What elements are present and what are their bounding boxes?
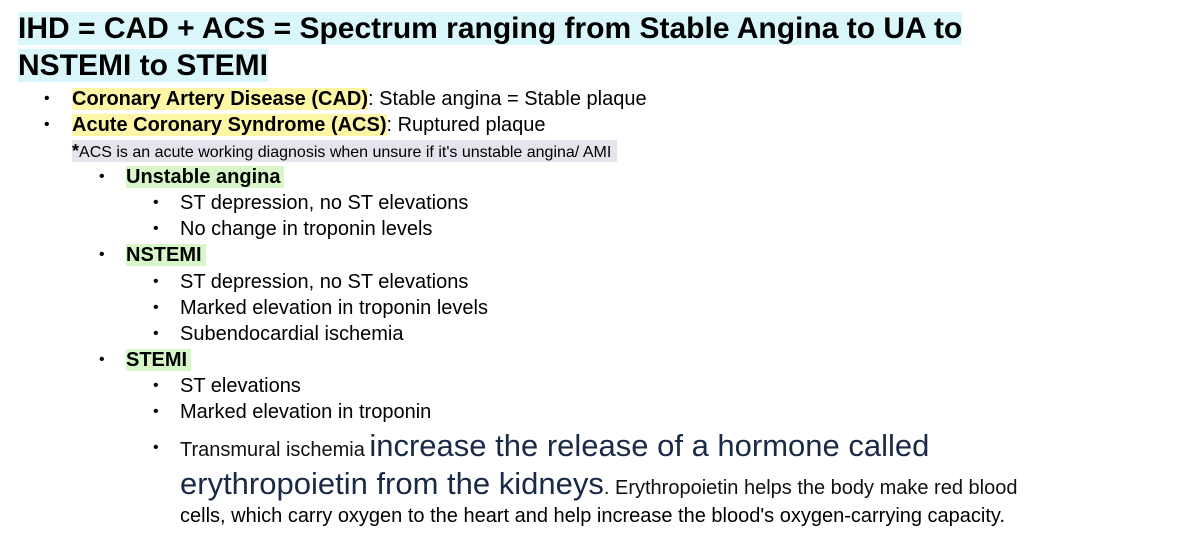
- list-item-acs: Acute Coronary Syndrome (ACS): Ruptured plaque: [72, 114, 546, 136]
- acs-note: *ACS is an acute working diagnosis when unsure if it's unstable angina/ AMI: [72, 140, 617, 162]
- bullet-icon: •: [44, 90, 50, 107]
- list-item: Subendocardial ischemia: [180, 323, 404, 345]
- document-title: [18, 10, 1168, 84]
- condition-heading-stemi: STEMI: [126, 347, 191, 373]
- list-item: ST depression, no ST elevations: [180, 192, 469, 214]
- title-line-2: NSTEMI to STEMI: [18, 49, 268, 82]
- bullet-icon: •: [153, 403, 159, 420]
- transmural-line-1: Transmural ischemia increase the release of a hormone called: [180, 428, 930, 463]
- title-line-1: IHD = CAD + ACS = Spectrum ranging from Stable Angina to UA to: [18, 12, 963, 45]
- bullet-icon: •: [153, 299, 159, 316]
- condition-heading-nstemi: NSTEMI: [126, 242, 206, 268]
- bullet-icon: •: [153, 220, 159, 237]
- bullet-icon: •: [99, 246, 105, 263]
- list-item: Marked elevation in troponin levels: [180, 297, 488, 319]
- transmural-line-2: erythropoietin from the kidneys. Erythropoietin helps the body make red blood: [180, 466, 1018, 501]
- bullet-icon: •: [44, 116, 50, 133]
- transmural-line-3: cells, which carry oxygen to the heart and help increase the blood's oxygen-carrying capacity.: [180, 505, 1005, 527]
- list-item: ST elevations: [180, 375, 301, 397]
- bullet-icon: •: [153, 439, 159, 456]
- bullet-icon: •: [99, 168, 105, 185]
- list-item: Marked elevation in troponin: [180, 401, 432, 423]
- bullet-icon: •: [153, 377, 159, 394]
- list-item-transmural: [180, 428, 1140, 530]
- bullet-icon: •: [153, 273, 159, 290]
- condition-heading-unstable-angina: Unstable angina: [126, 164, 284, 190]
- list-item: ST depression, no ST elevations: [180, 271, 469, 293]
- bullet-icon: •: [153, 194, 159, 211]
- list-item-cad: Coronary Artery Disease (CAD): Stable angina = Stable plaque: [72, 88, 647, 110]
- bullet-icon: •: [99, 351, 105, 368]
- list-item: No change in troponin levels: [180, 218, 433, 240]
- bullet-icon: •: [153, 325, 159, 342]
